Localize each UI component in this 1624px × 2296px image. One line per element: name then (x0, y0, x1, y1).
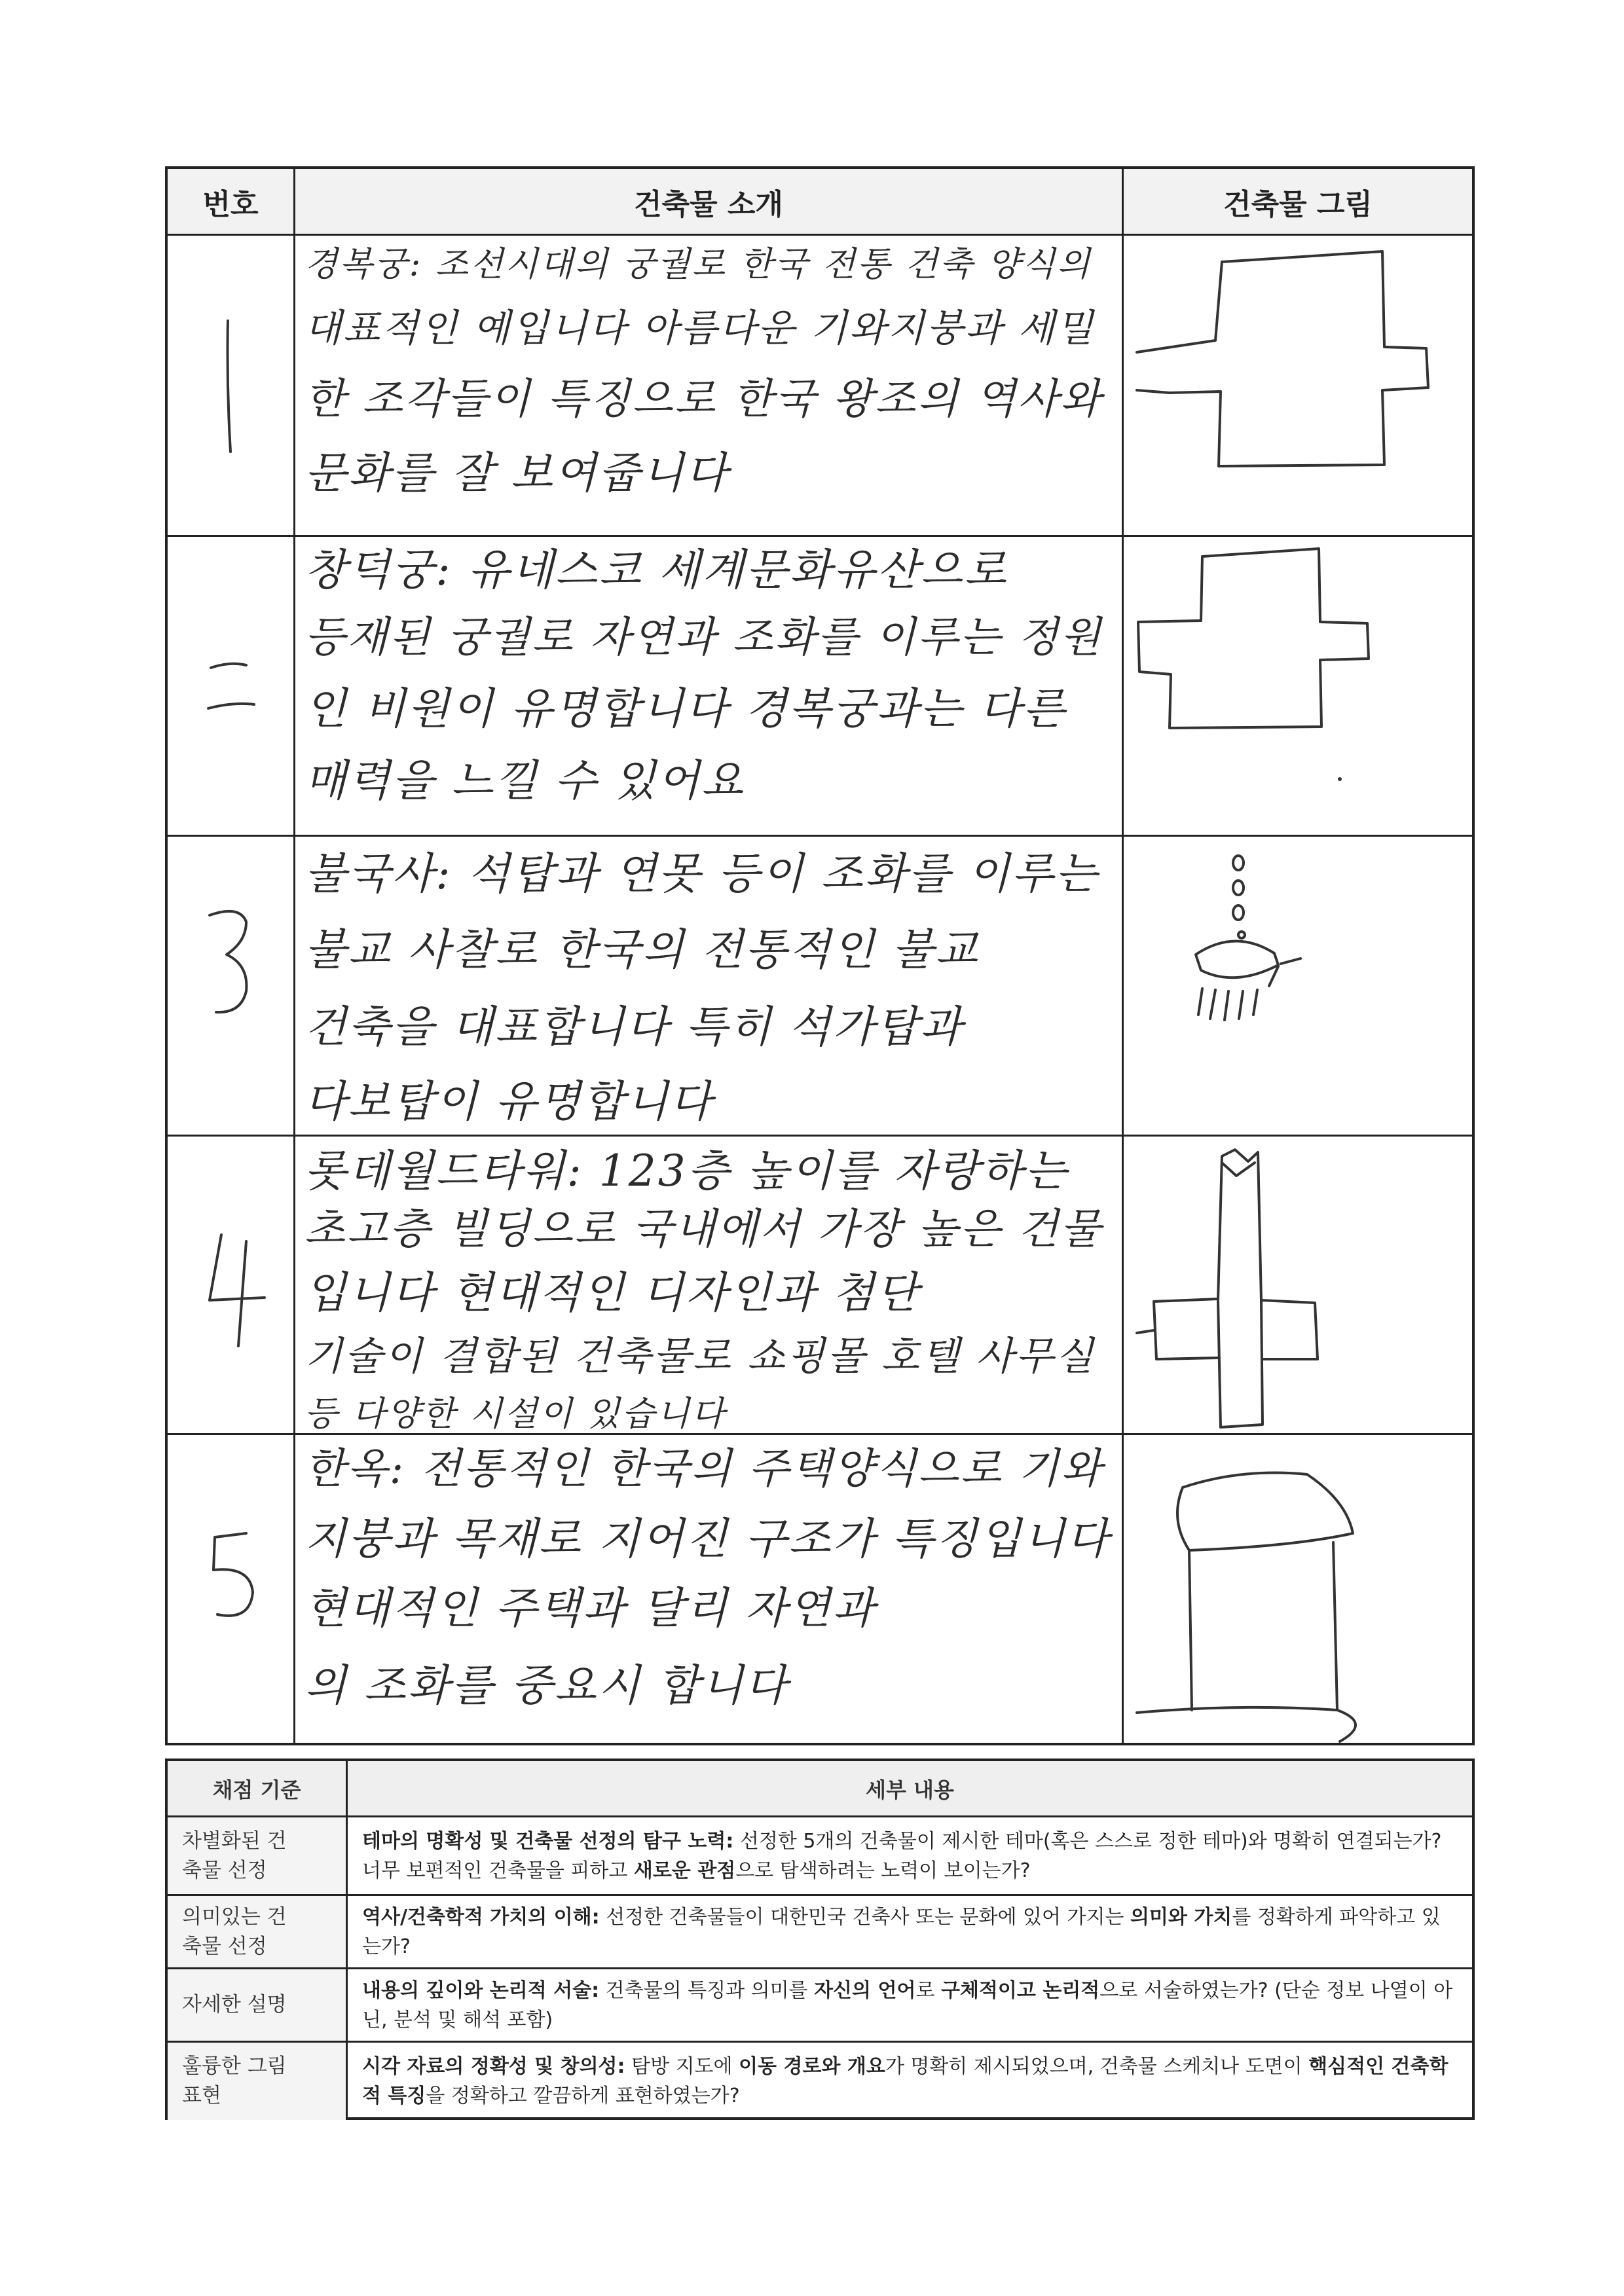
intro-line: 인 비원이 유명합니다 경복궁과는 다른 (304, 683, 1067, 734)
criteria-label: 의미있는 건 축물 선정 (168, 1896, 346, 1967)
intro-line: 매력을 느낄 수 있어요 (304, 756, 745, 806)
header-intro: 건축물 소개 (634, 187, 783, 221)
criteria-label: 자세한 설명 (168, 1969, 346, 2041)
building-intro-5 (295, 1435, 1122, 1743)
header-drawing: 건축물 그림 (1223, 187, 1373, 221)
rubric-row (168, 1969, 1472, 2043)
row-number-1 (168, 236, 293, 535)
worksheet-table (165, 166, 1475, 1745)
intro-line: 한옥: 전통적인 한국의 주택양식으로 기와 (304, 1445, 1103, 1493)
intro-line: 경복궁: 조선시대의 궁궐로 한국 전통 건축 양식의 (304, 245, 1092, 284)
palace-sketch-icon (1124, 537, 1472, 835)
criteria-detail: 시각 자료의 정확성 및 창의성: 탐방 지도에 이동 경로와 개요가 명확히 제시되었으며, 건축물 스케치나 도면이 핵심적인 건축학적 특징을 정확하고 깔끔하게 표현하였는가? (362, 2055, 1449, 2107)
building-row-1 (168, 236, 1472, 537)
rubric-row (168, 1896, 1472, 1969)
intro-line: 창덕궁: 유네스코 세계문화유산으로 (304, 545, 1008, 595)
row-number-4 (168, 1137, 293, 1433)
tower-sketch-icon (1124, 1137, 1472, 1433)
intro-line: 불교 사찰로 한국의 전통적인 불교 (304, 924, 980, 975)
building-intro-3 (295, 837, 1122, 1135)
worksheet-header-row (168, 169, 1472, 236)
rubric-header-row (168, 1761, 1472, 1817)
building-intro-1 (295, 236, 1122, 535)
intro-line: 다보탑이 유명합니다 (304, 1076, 714, 1127)
header-number: 번호 (202, 187, 259, 221)
intro-line: 대표적인 예입니다 아름다운 기와지붕과 세밀 (304, 306, 1096, 350)
intro-line: 불국사: 석탑과 연못 등이 조화를 이루는 (304, 848, 1099, 899)
building-intro-2 (295, 537, 1122, 835)
rubric-row (168, 2043, 1472, 2120)
intro-line: 건축을 대표합니다 특히 석가탑과 (304, 1002, 964, 1052)
intro-line: 초고층 빌딩으로 국내에서 가장 높은 건물 (304, 1205, 1103, 1254)
rubric-header-criteria: 채점 기준 (212, 1777, 301, 1802)
row-number-5 (168, 1435, 293, 1743)
rubric-header-details: 세부 내용 (866, 1777, 954, 1802)
intro-line: 문화를 잘 보여줍니다 (304, 448, 729, 498)
building-row-4 (168, 1137, 1472, 1435)
rubric-table (165, 1758, 1475, 2120)
building-intro-4 (295, 1137, 1122, 1433)
row-number-3 (168, 837, 293, 1135)
rubric-row (168, 1817, 1472, 1896)
intro-line: 기술이 결합된 건축물로 쇼핑몰 호텔 사무실 (304, 1334, 1096, 1379)
intro-line: 입니다 현대적인 디자인과 첨단 (304, 1267, 920, 1318)
intro-line: 현대적인 주택과 달리 자연과 (304, 1583, 877, 1633)
palace-sketch-icon (1124, 236, 1472, 535)
temple-sketch-icon (1124, 837, 1472, 1135)
criteria-label: 차별화된 건 축물 선정 (168, 1817, 346, 1894)
intro-line: 지붕과 목재로 지어진 구조가 특징입니다 (304, 1514, 1111, 1564)
intro-line: 등 다양한 시설이 있습니다 (304, 1394, 727, 1434)
hanok-sketch-icon (1124, 1435, 1472, 1743)
intro-line: 의 조화를 중요시 합니다 (304, 1660, 789, 1711)
building-row-2 (168, 537, 1472, 837)
intro-line: 등재된 궁궐로 자연과 조화를 이루는 정원 (304, 613, 1103, 662)
intro-line: 롯데월드타워: 123층 높이를 자랑하는 (304, 1146, 1069, 1196)
criteria-detail: 테마의 명확성 및 건축물 선정의 탐구 노력: 선정한 5개의 건축물이 제시한 테마(혹은 스스로 정한 테마)와 명확히 연결되는가? 너무 보편적인 건축물을 피하고 새로운 관점으로 탐색하려는 노력이 보이는가? (362, 1829, 1442, 1882)
row-number-2 (168, 537, 293, 835)
building-row-5 (168, 1435, 1472, 1743)
criteria-detail: 역사/건축학적 가치의 이해: 선정한 건축물들이 대한민국 건축사 또는 문화에 있어 가지는 의미와 가치를 정확하게 파악하고 있는가? (362, 1905, 1441, 1958)
criteria-label: 훌륭한 그림 표현 (168, 2043, 346, 2120)
building-row-3 (168, 837, 1472, 1137)
criteria-detail: 내용의 깊이와 논리적 서술: 건축물의 특징과 의미를 자신의 언어로 구체적이고 논리적으로 서술하였는가? (단순 정보 나열이 아닌, 분석 및 해석 포함) (362, 1978, 1453, 2032)
intro-line: 한 조각들이 특징으로 한국 왕조의 역사와 (304, 375, 1103, 424)
